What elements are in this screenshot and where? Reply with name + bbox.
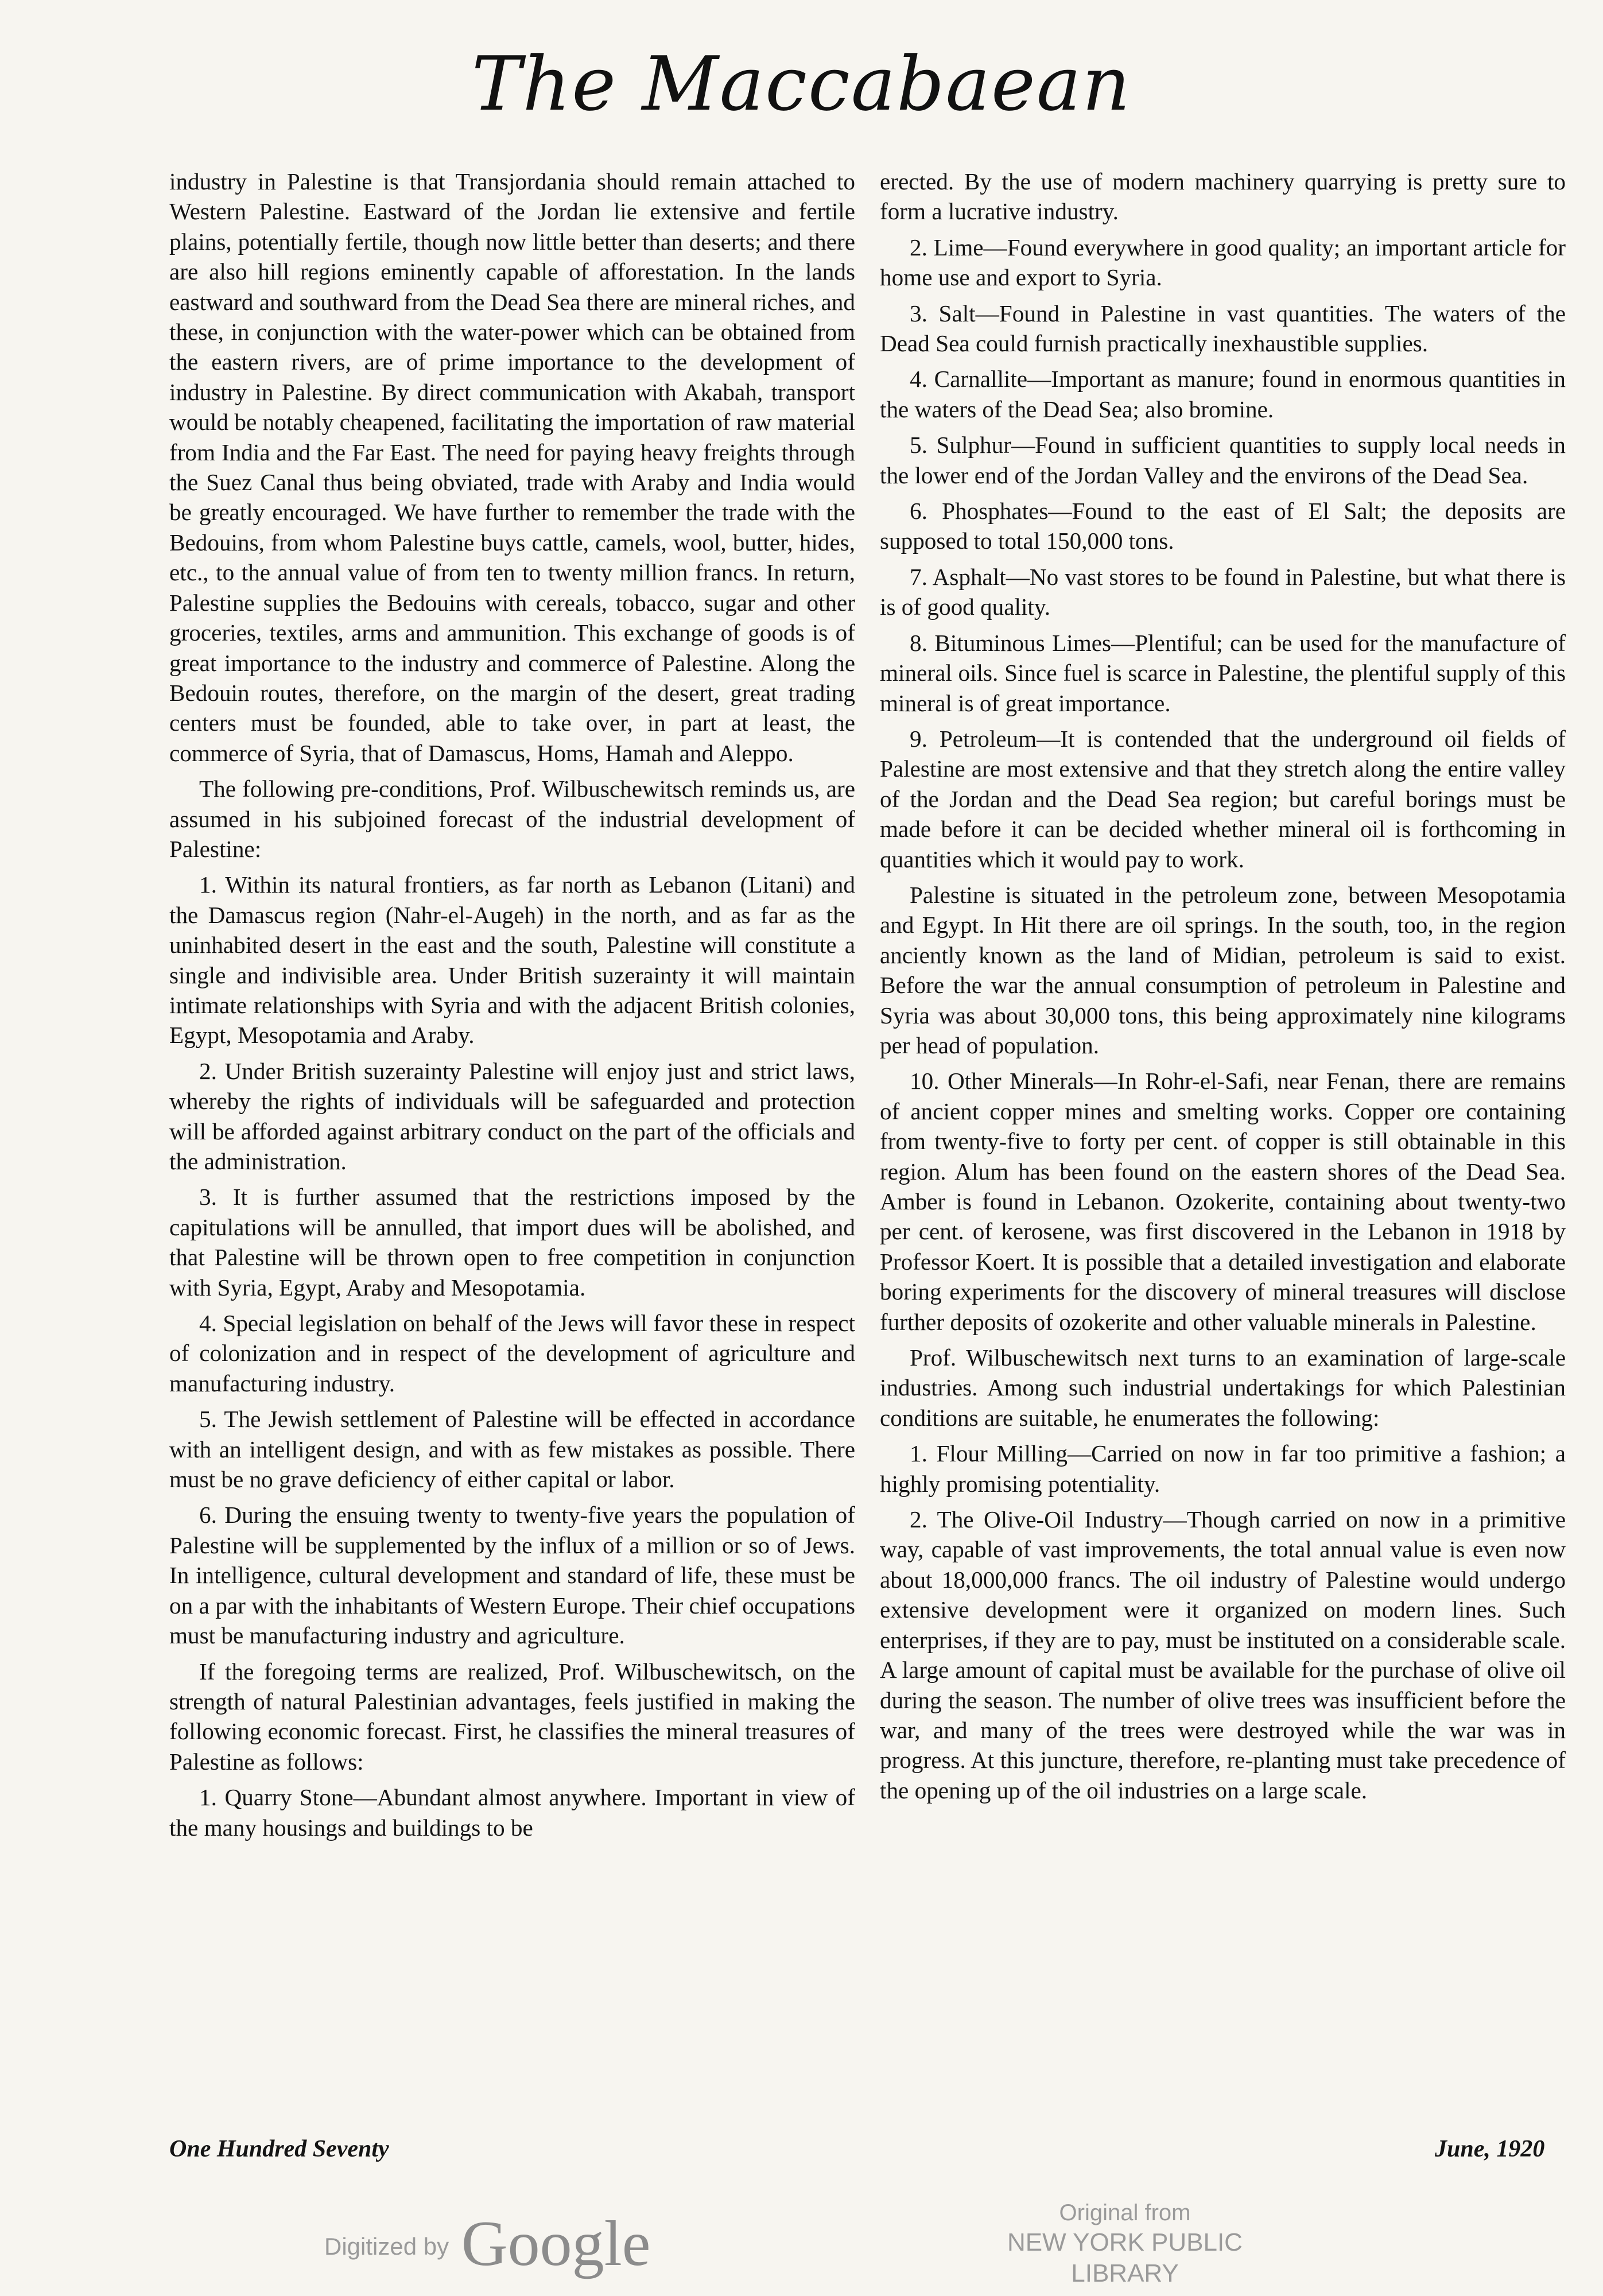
paragraph: The following pre-conditions, Prof. Wilbuschewitsch reminds us, are assumed in his subjoined forecast of the industrial development of Palestine: bbox=[169, 775, 855, 862]
paragraph: 1. Within its natural frontiers, as far north as Lebanon (Litani) and the Damascus region (Nahr-el-Augeh) in the north, and as far as the uninhabited desert in the east and the south, Palestine will constitute a single and indivisible area. Under British suzerainty it will maintain intimate relationships with Syria and with the adjacent British colonies, Egypt, Mesopotamia and Araby. bbox=[169, 871, 855, 1049]
paragraph: 10. Other Minerals—In Rohr-el-Safi, near Fenan, there are remains of ancient copper mines and smelting works. Copper ore containing from twenty-five to forty per cent. of copper is still obtainable in this region. Alum has been found on the eastern shores of the Dead Sea. Amber is found in Lebanon. Ozokerite, containing about twenty-two per cent. of kerosene, was first discovered in the Lebanon in 1918 by Professor Koert. It is possible that a detailed investigation and elaborate boring experiments for the discovery of mineral treasures will disclose further deposits of ozokerite and other valuable minerals in Palestine. bbox=[880, 1068, 1566, 1335]
paragraph: 1. Flour Milling—Carried on now in far too primitive a fashion; a highly promising potentiality. bbox=[880, 1440, 1566, 1497]
paragraph: industry in Palestine is that Transjordania should remain attached to Western Palestine. Eastward of the Jordan lie extensive and fertile plains, potentially fertile, though now little better than deserts; and there are also hill regions eminently capable of afforestation. In the lands eastward and southward from the Dead Sea there are mineral riches, and these, in conjunction with the water-power which can be obtained from the eastern rivers, are of prime importance to the development of industry in Palestine. By direct communication with Akabah, transport would be notably cheapened, facilitating the importation of raw material from India and the Far East. The need for paying heavy freights through the Suez Canal thus being obviated, trade with Araby and India would be greatly encouraged. We have further to remember the trade with the Bedouins, from whom Palestine buys cattle, camels, wool, butter, hides, etc., to the annual value of from ten to twenty million francs. In return, Palestine supplies the Bedouins with cereals, tobacco, sugar and other groceries, textiles, arms and ammunition. This exchange of goods is of great importance to the industry and commerce of Palestine. Along the Bedouin routes, therefore, on the margin of the desert, great trading centers must be founded, able to take over, in part at least, the commerce of Syria, that of Damascus, Homs, Hamah and Aleppo. bbox=[169, 168, 855, 766]
paragraph: Palestine is situated in the petroleum zone, between Mesopotamia and Egypt. In Hit there are oil springs. In the south, too, in the region anciently known as the land of Midian, petroleum is said to exist. Before the war the annual consumption of petroleum in Palestine and Syria was about 30,000 tons, this being approximately nine kilograms per head of population. bbox=[880, 881, 1566, 1058]
right-column bbox=[880, 166, 1566, 1811]
paragraph: 8. Bituminous Limes—Plentiful; can be used for the manufacture of mineral oils. Since fuel is scarce in Palestine, the plentiful supply of this mineral is of great importance. bbox=[880, 629, 1566, 716]
paragraph: erected. By the use of modern machinery quarrying is pretty sure to form a lucrative industry. bbox=[880, 168, 1566, 225]
paragraph: Prof. Wilbuschewitsch next turns to an examination of large-scale industries. Among such industrial undertakings for which Palestinian conditions are suitable, he enumerates the following: bbox=[880, 1344, 1566, 1431]
original-from-text: Original from bbox=[1059, 2200, 1191, 2225]
paragraph: 2. The Olive-Oil Industry—Though carried on now in a primitive way, capable of vast improvements, the total annual value is even now about 18,000,000 francs. The oil industry of Palestine would undergo extensive development were it organized on modern lines. Such enterprises, if they are to pay, must be instituted on a considerable scale. A large amount of capital must be available for the purchase of olive oil during the season. The number of olive trees was insufficient before the war, and many of the trees were destroyed while the war was in progress. At this juncture, therefore, re-planting must take precedence of the opening up of the oil industries on a large scale. bbox=[880, 1506, 1566, 1804]
paragraph: 6. During the ensuing twenty to twenty-five years the population of Palestine will be supplemented by the influx of a million or so of Jews. In intelligence, cultural development and standard of life, these must be on a par with the inhabitants of Western Europe. Their chief occupations must be manufacturing industry and agriculture. bbox=[169, 1502, 855, 1649]
paragraph: 5. The Jewish settlement of Palestine will be effected in accordance with an intelligent design, and with as few mistakes as possible. There must be no grave deficiency of either capital or labor. bbox=[169, 1406, 855, 1493]
left-column bbox=[169, 166, 855, 1848]
paragraph: 4. Special legislation on behalf of the Jews will favor these in respect of colonization and in respect of the development of agriculture and manufacturing industry. bbox=[169, 1310, 855, 1397]
paragraph: 9. Petroleum—It is contended that the underground oil fields of Palestine are most extensive and that they stretch along the entire valley of the Jordan and the Dead Sea region; but careful borings must be made before it can be decided whether mineral oil is forthcoming in quantities which it would pay to work. bbox=[880, 725, 1566, 872]
paragraph: 5. Sulphur—Found in sufficient quantities to supply local needs in the lower end of the Jordan Valley and the environs of the Dead Sea. bbox=[880, 432, 1566, 488]
issue-date: June, 1920 bbox=[1435, 2136, 1545, 2162]
paragraph: 3. It is further assumed that the restrictions imposed by the capitulations will be annulled, that import dues will be abolished, and that Palestine will be thrown open to free competition in conjunction with Syria, Egypt, Araby and Mesopotamia. bbox=[169, 1184, 855, 1301]
paragraph: 2. Under British suzerainty Palestine will enjoy just and strict laws, whereby the rights of individuals will be safeguarded and protection will be afforded against arbitrary conduct on the part of the officials and the administration. bbox=[169, 1057, 855, 1174]
digitized-by-watermark bbox=[324, 2207, 651, 2281]
paragraph: 3. Salt—Found in Palestine in vast quantities. The waters of the Dead Sea could furnish practically inexhaustible supplies. bbox=[880, 300, 1566, 357]
original-from-watermark bbox=[953, 2198, 1297, 2289]
paragraph: 2. Lime—Found everywhere in good quality; an important article for home use and export to Syria. bbox=[880, 234, 1566, 291]
digitized-by-text: Digitized by bbox=[324, 2233, 449, 2260]
paragraph: If the foregoing terms are realized, Prof. Wilbuschewitsch, on the strength of natural Palestinian advantages, feels justified in making the following economic forecast. First, he classifies the mineral treasures of Palestine as follows: bbox=[169, 1658, 855, 1775]
paragraph: 7. Asphalt—No vast stores to be found in Palestine, but what there is is of good quality. bbox=[880, 563, 1566, 620]
google-logo: Google bbox=[461, 2208, 651, 2279]
masthead-title: The Maccabaean bbox=[471, 40, 1132, 127]
page-number-label: One Hundred Seventy bbox=[169, 2136, 389, 2162]
library-name: NEW YORK PUBLIC LIBRARY bbox=[1007, 2228, 1243, 2287]
paragraph: 1. Quarry Stone—Abundant almost anywhere. Important in view of the many housings and buildings to be bbox=[169, 1784, 855, 1841]
paragraph: 6. Phosphates—Found to the east of El Salt; the deposits are supposed to total 150,000 tons. bbox=[880, 498, 1566, 554]
paragraph: 4. Carnallite—Important as manure; found in enormous quantities in the waters of the Dead Sea; also bromine. bbox=[880, 366, 1566, 422]
